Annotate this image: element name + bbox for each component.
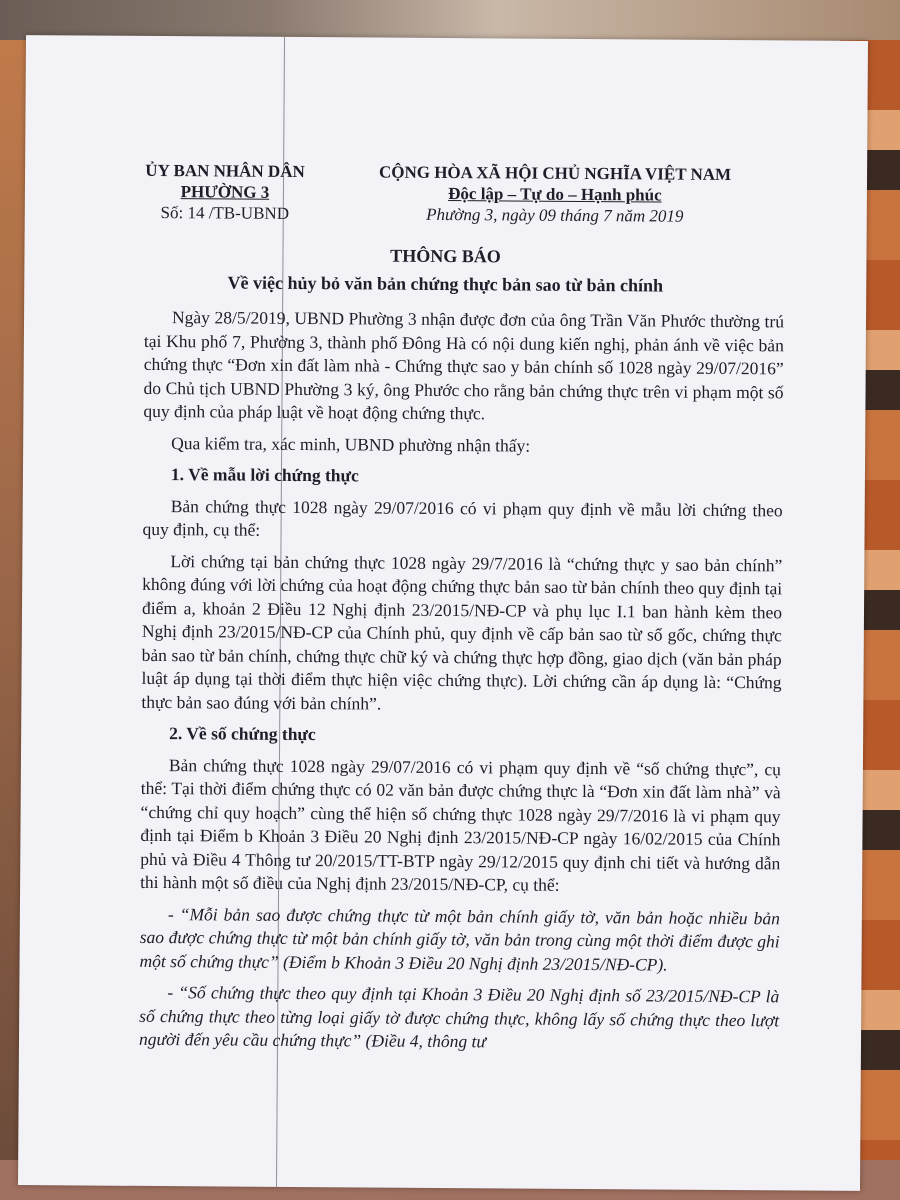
national-motto: Độc lập – Tự do – Hạnh phúc (448, 184, 662, 205)
national-header (355, 161, 755, 227)
country-name: CỘNG HÒA XÃ HỘI CHỦ NGHĨA VIỆT NAM (378, 162, 732, 185)
quote-1: - “Mỗi bản sao được chứng thực từ một bản chính giấy tờ, văn bản hoặc nhiều bản sao được chứng thực từ một bản chính giấy tờ, văn bản trong cùng một thời điểm được ghi một số chứng thực” (Điểm b Khoản 3 Điều 20 Nghị định 23/2015/NĐ-CP). (139, 903, 780, 975)
quote-2: - “Số chứng thực theo quy định tại Khoản 3 Điều 20 Nghị định số 23/2015/NĐ-CP là số chứng thực theo từng loại giấy tờ được chứng thực, không lấy số chứng thực theo lượt người đến yêu cầu chứng thực” (Điều 4, thông tư (138, 982, 780, 1052)
paragraph-intro: Ngày 28/5/2019, UBND Phường 3 nhận được đơn của ông Trần Văn Phước thường trú tại Khu phố 7, Phường 3, thành phố Đông Hà có nội dung kiến nghị, phản ánh về việc bản chứng thực “Đơn xin đất làm nhà - Chứng thực sao y bản chính số 1028 ngày 29/07/2016” do Chủ tịch UBND Phường 3 ký, ông Phước cho rằng bản chứng thực trên vi phạm một số quy định của pháp luật về hoạt động chứng thực. (143, 307, 785, 424)
paragraph-section2-detail: Bản chứng thực 1028 ngày 29/07/2016 có vi phạm quy định về “số chứng thực”, cụ thể: Tại thời điểm chứng thực có 02 văn bản được chứng thực là “Đơn xin đất làm nhà” và “chứng chỉ quy hoạch” cùng thể hiện số chứng thực 1028 ngày 29/7/2016 là vi phạm quy định tại Điểm b Khoản 3 Điều 20 Nghị định 23/2015/NĐ-CP ngày 16/02/2015 của Chính phủ và Điều 4 Thông tư 20/2015/TT-BTP ngày 29/12/2015 quy định chi tiết và hướng dẫn thi hành một số điều của Nghị định 23/2015/NĐ-CP, cụ thể: (140, 754, 781, 895)
document-title: THÔNG BÁO (390, 245, 501, 267)
section-heading-1: 1. Về mẫu lời chứng thực (170, 464, 359, 486)
document-subtitle: Về việc hủy bỏ văn bản chứng thực bản sao từ bản chính (227, 272, 664, 296)
issuer-unit: PHƯỜNG 3 (180, 182, 270, 202)
document-sheet (18, 35, 868, 1191)
document-body (139, 306, 784, 1064)
paragraph-findings: Qua kiểm tra, xác minh, UBND phường nhận thấy: (171, 432, 531, 456)
paragraph-section1-detail: Lời chứng tại bản chứng thực 1028 ngày 29/7/2016 là “chứng thực y sao bản chính” không đúng với lời chứng của hoạt động chứng thực bản sao từ bản chính theo quy định tại điểm a, khoản 2 Điều 12 Nghị định 23/2015/NĐ-CP và phụ lục I.1 ban hành kèm theo Nghị định 23/2015/NĐ-CP của Chính phủ, quy định về cấp bản sao từ sổ gốc, chứng thực bản sao từ bản chính, chứng thực chữ ký và chứng thực hợp đồng, giao dịch (văn bản pháp luật áp dụng tại thời điểm thực hiện việc chứng thực). Lời chứng cần áp dụng là: “Chứng thực bản sao đúng với bản chính”. (141, 550, 783, 714)
paragraph-section1-summary: Bản chứng thực 1028 ngày 29/07/2016 có vi phạm quy định về mẫu lời chứng theo quy định, cụ thể: (142, 495, 783, 540)
document-date: Phường 3, ngày 09 tháng 7 năm 2019 (426, 204, 684, 226)
section-heading-2: 2. Về số chứng thực (169, 723, 316, 745)
issuer-org: ỦY BAN NHÂN DÂN (145, 160, 305, 182)
document-number: Số: 14 /TB-UBND (160, 203, 290, 223)
issuer-header (125, 160, 325, 224)
